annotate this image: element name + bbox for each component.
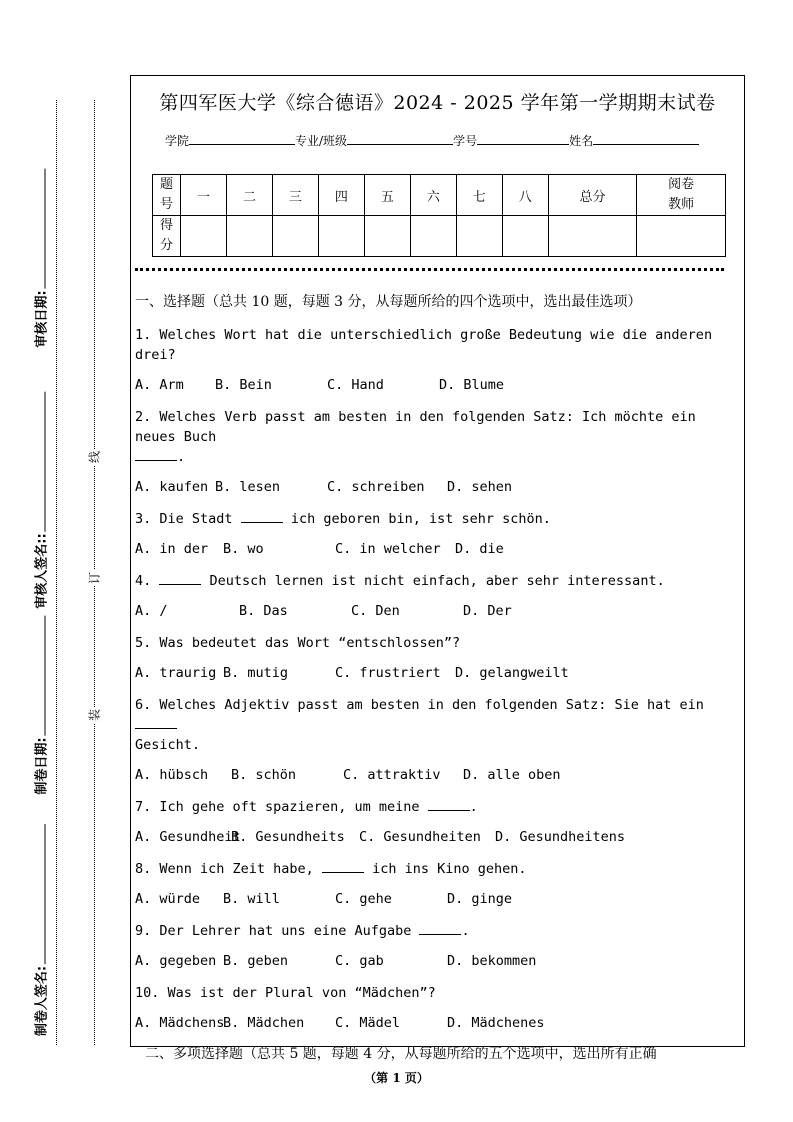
- option-b[interactable]: B. geben: [223, 953, 289, 969]
- answer-blank[interactable]: [428, 798, 470, 811]
- score-cell[interactable]: [181, 216, 227, 257]
- question-10-options: [135, 1015, 740, 1031]
- option-d[interactable]: D. die: [455, 541, 504, 557]
- option-b[interactable]: B. lesen: [215, 479, 281, 495]
- option-b[interactable]: B. Gesundheits: [231, 829, 345, 845]
- score-col-4: 四: [318, 175, 364, 216]
- option-c[interactable]: C. gehe: [335, 891, 392, 907]
- question-9-options: [135, 953, 740, 969]
- score-col-8: 八: [502, 175, 548, 216]
- exam-frame: [130, 75, 745, 1062]
- dotted-separator: [135, 268, 724, 271]
- option-c[interactable]: C. Gesundheiten: [359, 829, 481, 845]
- maker-date-label: 制卷日期:: [34, 737, 50, 795]
- question-4: 4. Deutsch lernen ist nicht einfach, aber sehr interessant.: [135, 573, 665, 589]
- option-c[interactable]: C. Hand: [327, 377, 384, 393]
- option-c[interactable]: C. gab: [335, 953, 384, 969]
- score-cell[interactable]: [410, 216, 456, 257]
- question-8-options: [135, 891, 740, 907]
- reviewer-date-label: 审核日期:: [34, 290, 50, 348]
- section1-heading: 一、选择题（总共 10 题，每题 3 分，从每题所给的四个选项中，选出最佳选项）: [135, 294, 642, 310]
- question-8: 8. Wenn ich Zeit habe, ich ins Kino gehen.: [135, 861, 527, 877]
- binding-word-line: 线: [87, 450, 102, 464]
- score-table-score-row: [153, 216, 726, 257]
- exam-content: [135, 291, 740, 1063]
- option-b[interactable]: B. wo: [223, 541, 264, 557]
- option-d[interactable]: D. gelangweilt: [455, 665, 569, 681]
- option-a[interactable]: A. Gesundheit: [135, 829, 241, 845]
- score-cell[interactable]: [272, 216, 318, 257]
- option-d[interactable]: D. sehen: [447, 479, 513, 495]
- option-b[interactable]: B. schön: [231, 767, 297, 783]
- question-9: 9. Der Lehrer hat uns eine Aufgabe .: [135, 923, 470, 939]
- option-a[interactable]: A. würde: [135, 891, 201, 907]
- score-cell-grader[interactable]: [637, 216, 726, 257]
- score-col-2: 二: [226, 175, 272, 216]
- option-a[interactable]: A. Mädchens: [135, 1015, 225, 1031]
- maker-sign-label: 制卷人签名:: [34, 965, 50, 1037]
- question-3-options: [135, 541, 740, 557]
- option-d[interactable]: D. bekommen: [447, 953, 537, 969]
- option-b[interactable]: B. mutig: [223, 665, 289, 681]
- option-d[interactable]: D. Gesundheitens: [495, 829, 626, 845]
- student-info-row: [165, 132, 699, 149]
- reviewer-date-field[interactable]: [31, 168, 50, 347]
- option-d[interactable]: D. Blume: [439, 377, 505, 393]
- question-6-options: [135, 767, 740, 783]
- question-6: 6. Welches Adjektiv passt am besten in den folgenden Satz: Sie hat ein Gesicht.: [135, 697, 704, 753]
- score-table-row-label: 题 号: [153, 175, 181, 216]
- option-a[interactable]: A. gegeben: [135, 953, 217, 969]
- page-number: （第 1 页）: [364, 1071, 429, 1085]
- score-cell[interactable]: [226, 216, 272, 257]
- score-row-label: 得 分: [153, 216, 181, 257]
- question-3: 3. Die Stadt ich geboren bin, ist sehr schön.: [135, 511, 551, 527]
- reviewer-sign-label: 审核人签名::: [34, 533, 50, 609]
- name-label: 姓名: [569, 134, 594, 148]
- answer-blank[interactable]: [135, 448, 177, 461]
- question-4-options: [135, 603, 740, 619]
- name-field[interactable]: [593, 132, 699, 145]
- option-a[interactable]: A. /: [135, 603, 168, 619]
- question-1: 1. Welches Wort hat die unterschiedlich große Bedeutung wie die anderen drei?: [135, 327, 713, 363]
- option-c[interactable]: C. Den: [351, 603, 400, 619]
- score-col-5: 五: [364, 175, 410, 216]
- option-d[interactable]: D. Der: [463, 603, 512, 619]
- option-a[interactable]: A. hübsch: [135, 767, 209, 783]
- score-col-7: 七: [456, 175, 502, 216]
- option-c[interactable]: C. in welcher: [335, 541, 441, 557]
- option-c[interactable]: C. schreiben: [327, 479, 425, 495]
- score-cell[interactable]: [502, 216, 548, 257]
- option-d[interactable]: D. ginge: [447, 891, 513, 907]
- question-7-options: [135, 829, 740, 845]
- score-col-total: 总分: [548, 175, 637, 216]
- score-col-6: 六: [410, 175, 456, 216]
- score-table-header-row: [153, 175, 726, 216]
- answer-blank[interactable]: [241, 510, 283, 523]
- exam-title: 第四军医大学《综合德语》2024 - 2025 学年第一学期期末试卷: [159, 92, 716, 114]
- question-5: 5. Was bedeutet das Wort “entschlossen”?: [135, 635, 461, 651]
- question-5-options: [135, 665, 740, 681]
- option-a[interactable]: A. in der: [135, 541, 209, 557]
- option-a[interactable]: A. Arm: [135, 377, 184, 393]
- reviewer-sign-field[interactable]: [31, 391, 50, 608]
- option-d[interactable]: D. alle oben: [463, 767, 561, 783]
- question-7: 7. Ich gehe oft spazieren, um meine .: [135, 799, 478, 815]
- option-b[interactable]: B. Mädchen: [223, 1015, 305, 1031]
- option-d[interactable]: D. Mädchenes: [447, 1015, 545, 1031]
- maker-date-field[interactable]: [31, 615, 50, 794]
- answer-blank[interactable]: [419, 922, 461, 935]
- answer-blank[interactable]: [322, 860, 364, 873]
- maker-sign-field[interactable]: [31, 824, 50, 1036]
- answer-blank[interactable]: [135, 716, 177, 729]
- option-a[interactable]: A. kaufen: [135, 479, 209, 495]
- option-c[interactable]: C. attraktiv: [343, 767, 441, 783]
- question-1-options: [135, 377, 740, 393]
- option-b[interactable]: B. Das: [239, 603, 288, 619]
- score-cell[interactable]: [364, 216, 410, 257]
- option-c[interactable]: C. Mädel: [335, 1015, 401, 1031]
- question-2: 2. Welches Verb passt am besten in den folgenden Satz: Ich möchte ein neues Buch .: [135, 409, 696, 465]
- answer-blank[interactable]: [159, 572, 201, 585]
- student-id-label: 学号: [453, 134, 478, 148]
- score-col-3: 三: [272, 175, 318, 216]
- major-class-field[interactable]: [347, 132, 453, 145]
- binding-word-ding: 订: [87, 571, 102, 585]
- question-2-options: [135, 479, 740, 495]
- binding-word-zhuang: 装: [87, 708, 102, 722]
- option-b[interactable]: B. will: [223, 891, 280, 907]
- score-cell[interactable]: [318, 216, 364, 257]
- score-cell-total[interactable]: [548, 216, 637, 257]
- binding-dotted-line-outer: [56, 100, 57, 1045]
- college-label: 学院: [165, 134, 190, 148]
- major-label: 专业/班级: [295, 134, 348, 148]
- student-id-field[interactable]: [477, 132, 569, 145]
- score-table: [152, 174, 726, 257]
- score-col-1: 一: [181, 175, 227, 216]
- option-c[interactable]: C. frustriert: [335, 665, 441, 681]
- option-a[interactable]: A. traurig: [135, 665, 217, 681]
- section2-heading: 二、多项选择题（总共 5 题，每题 4 分，从每题所给的五个选项中，选出所有正确: [145, 1046, 657, 1062]
- question-10: 10. Was ist der Plural von “Mädchen”?: [135, 985, 436, 1001]
- option-b[interactable]: B. Bein: [215, 377, 272, 393]
- college-field[interactable]: [189, 132, 295, 145]
- score-cell[interactable]: [456, 216, 502, 257]
- score-col-grader: 阅卷 教师: [637, 175, 726, 216]
